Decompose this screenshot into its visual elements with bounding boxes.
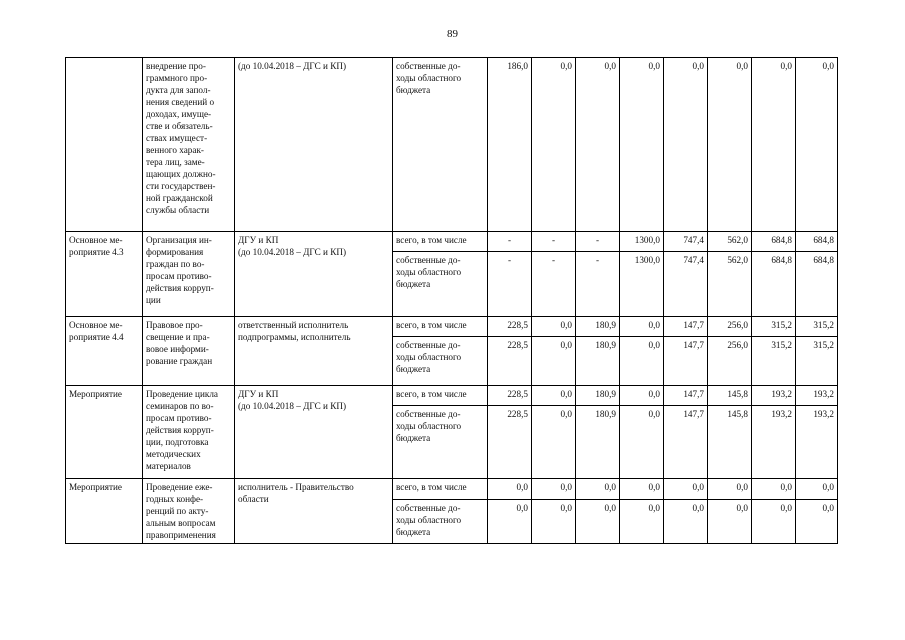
year-value-cell: - bbox=[532, 252, 576, 317]
year-value-cell: 0,0 bbox=[620, 386, 664, 406]
year-value-cell: 0,0 bbox=[752, 500, 796, 544]
year-value-cell: 193,2 bbox=[796, 386, 838, 406]
year-value-cell: 0,0 bbox=[796, 58, 838, 232]
year-value-cell: 186,0 bbox=[488, 58, 532, 232]
year-value-cell: 193,2 bbox=[752, 386, 796, 406]
year-value-cell: 0,0 bbox=[532, 317, 576, 337]
year-value-cell: 228,5 bbox=[488, 317, 532, 337]
table-row bbox=[66, 232, 838, 252]
year-value-cell: 0,0 bbox=[620, 58, 664, 232]
year-value-cell: - bbox=[488, 252, 532, 317]
year-value-cell: 180,9 bbox=[576, 386, 620, 406]
funding-source-cell: собственные до- ходы областного бюджета bbox=[393, 500, 488, 544]
page-number: 89 bbox=[447, 28, 458, 40]
program-name-cell: внедрение про- граммного про- дукта для запол- нения сведений о доходах, имуще- стве и обязатель- ствах имущест- венного харак- тера лиц, заме- щающих должно- сти государствен- ной гражданской службы области bbox=[143, 58, 235, 232]
year-value-cell: 0,0 bbox=[752, 479, 796, 500]
funding-source-cell: собственные до- ходы областного бюджета bbox=[393, 252, 488, 317]
year-value-cell: 0,0 bbox=[576, 58, 620, 232]
year-value-cell: 228,5 bbox=[488, 337, 532, 386]
year-value-cell: 0,0 bbox=[708, 479, 752, 500]
executor-cell: ДГУ и КП (до 10.04.2018 – ДГС и КП) bbox=[235, 232, 393, 317]
year-value-cell: 0,0 bbox=[532, 500, 576, 544]
year-value-cell: 145,8 bbox=[708, 386, 752, 406]
program-name-cell: Проведение цикла семинаров по во- просам противо- действия корруп- ции, подготовка методических материалов bbox=[143, 386, 235, 479]
funding-source-cell: всего, в том числе bbox=[393, 386, 488, 406]
table-row bbox=[66, 386, 838, 406]
year-value-cell: 315,2 bbox=[752, 337, 796, 386]
year-value-cell: 145,8 bbox=[708, 406, 752, 479]
year-value-cell: 0,0 bbox=[532, 386, 576, 406]
year-value-cell: 0,0 bbox=[488, 479, 532, 500]
year-value-cell: 0,0 bbox=[620, 337, 664, 386]
executor-cell: исполнитель - Правительство области bbox=[235, 479, 393, 544]
funding-source-cell: собственные до- ходы областного бюджета bbox=[393, 337, 488, 386]
funding-source-cell: всего, в том числе bbox=[393, 317, 488, 337]
year-value-cell: 0,0 bbox=[796, 500, 838, 544]
year-value-cell: 180,9 bbox=[576, 337, 620, 386]
executor-cell: ДГУ и КП (до 10.04.2018 – ДГС и КП) bbox=[235, 386, 393, 479]
year-value-cell: 0,0 bbox=[620, 500, 664, 544]
year-value-cell: 0,0 bbox=[532, 58, 576, 232]
year-value-cell: 684,8 bbox=[796, 252, 838, 317]
event-cell: Мероприятие bbox=[66, 386, 143, 479]
year-value-cell: 147,7 bbox=[664, 317, 708, 337]
table-row bbox=[66, 317, 838, 337]
year-value-cell: 0,0 bbox=[796, 479, 838, 500]
year-value-cell: 0,0 bbox=[752, 58, 796, 232]
year-value-cell: 562,0 bbox=[708, 252, 752, 317]
year-value-cell: 180,9 bbox=[576, 406, 620, 479]
event-cell bbox=[66, 58, 143, 232]
funding-source-cell: всего, в том числе bbox=[393, 232, 488, 252]
event-cell: Основное ме- роприятие 4.4 bbox=[66, 317, 143, 386]
year-value-cell: 0,0 bbox=[620, 317, 664, 337]
year-value-cell: 1300,0 bbox=[620, 232, 664, 252]
funding-source-cell: собственные до- ходы областного бюджета bbox=[393, 58, 488, 232]
year-value-cell: 256,0 bbox=[708, 337, 752, 386]
year-value-cell: 0,0 bbox=[620, 406, 664, 479]
year-value-cell: 0,0 bbox=[664, 58, 708, 232]
year-value-cell: - bbox=[576, 252, 620, 317]
year-value-cell: - bbox=[576, 232, 620, 252]
executor-cell: (до 10.04.2018 – ДГС и КП) bbox=[235, 58, 393, 232]
year-value-cell: 0,0 bbox=[620, 479, 664, 500]
year-value-cell: 193,2 bbox=[752, 406, 796, 479]
year-value-cell: 147,7 bbox=[664, 406, 708, 479]
year-value-cell: 0,0 bbox=[532, 479, 576, 500]
event-cell: Мероприятие bbox=[66, 479, 143, 544]
year-value-cell: 0,0 bbox=[532, 337, 576, 386]
funding-source-cell: всего, в том числе bbox=[393, 479, 488, 500]
year-value-cell: 0,0 bbox=[708, 500, 752, 544]
year-value-cell: 180,9 bbox=[576, 317, 620, 337]
year-value-cell: 0,0 bbox=[532, 406, 576, 479]
program-name-cell: Организация ин- формирования граждан по во- просам противо- действия корруп- ции bbox=[143, 232, 235, 317]
year-value-cell: 684,8 bbox=[752, 252, 796, 317]
table-row bbox=[66, 58, 838, 232]
table-body bbox=[66, 58, 838, 544]
year-value-cell: 0,0 bbox=[488, 500, 532, 544]
year-value-cell: - bbox=[532, 232, 576, 252]
funding-source-cell: собственные до- ходы областного бюджета bbox=[393, 406, 488, 479]
year-value-cell: 0,0 bbox=[708, 58, 752, 232]
event-cell: Основное ме- роприятие 4.3 bbox=[66, 232, 143, 317]
year-value-cell: 0,0 bbox=[576, 479, 620, 500]
year-value-cell: 147,7 bbox=[664, 386, 708, 406]
year-value-cell: 147,7 bbox=[664, 337, 708, 386]
year-value-cell: 0,0 bbox=[664, 500, 708, 544]
year-value-cell: 747,4 bbox=[664, 232, 708, 252]
program-name-cell: Правовое про- свещение и пра- вовое информи- рование граждан bbox=[143, 317, 235, 386]
year-value-cell: 315,2 bbox=[752, 317, 796, 337]
year-value-cell: 1300,0 bbox=[620, 252, 664, 317]
year-value-cell: 684,8 bbox=[796, 232, 838, 252]
executor-cell: ответственный исполнитель подпрограммы, исполнитель bbox=[235, 317, 393, 386]
year-value-cell: 747,4 bbox=[664, 252, 708, 317]
year-value-cell: 228,5 bbox=[488, 406, 532, 479]
year-value-cell: 0,0 bbox=[664, 479, 708, 500]
year-value-cell: 684,8 bbox=[752, 232, 796, 252]
program-name-cell: Проведение еже- годных конфе- ренций по акту- альным вопросам правоприменения bbox=[143, 479, 235, 544]
year-value-cell: 562,0 bbox=[708, 232, 752, 252]
year-value-cell: - bbox=[488, 232, 532, 252]
budget-table bbox=[65, 57, 838, 544]
year-value-cell: 315,2 bbox=[796, 337, 838, 386]
year-value-cell: 193,2 bbox=[796, 406, 838, 479]
table-row bbox=[66, 479, 838, 500]
year-value-cell: 228,5 bbox=[488, 386, 532, 406]
year-value-cell: 315,2 bbox=[796, 317, 838, 337]
year-value-cell: 0,0 bbox=[576, 500, 620, 544]
year-value-cell: 256,0 bbox=[708, 317, 752, 337]
